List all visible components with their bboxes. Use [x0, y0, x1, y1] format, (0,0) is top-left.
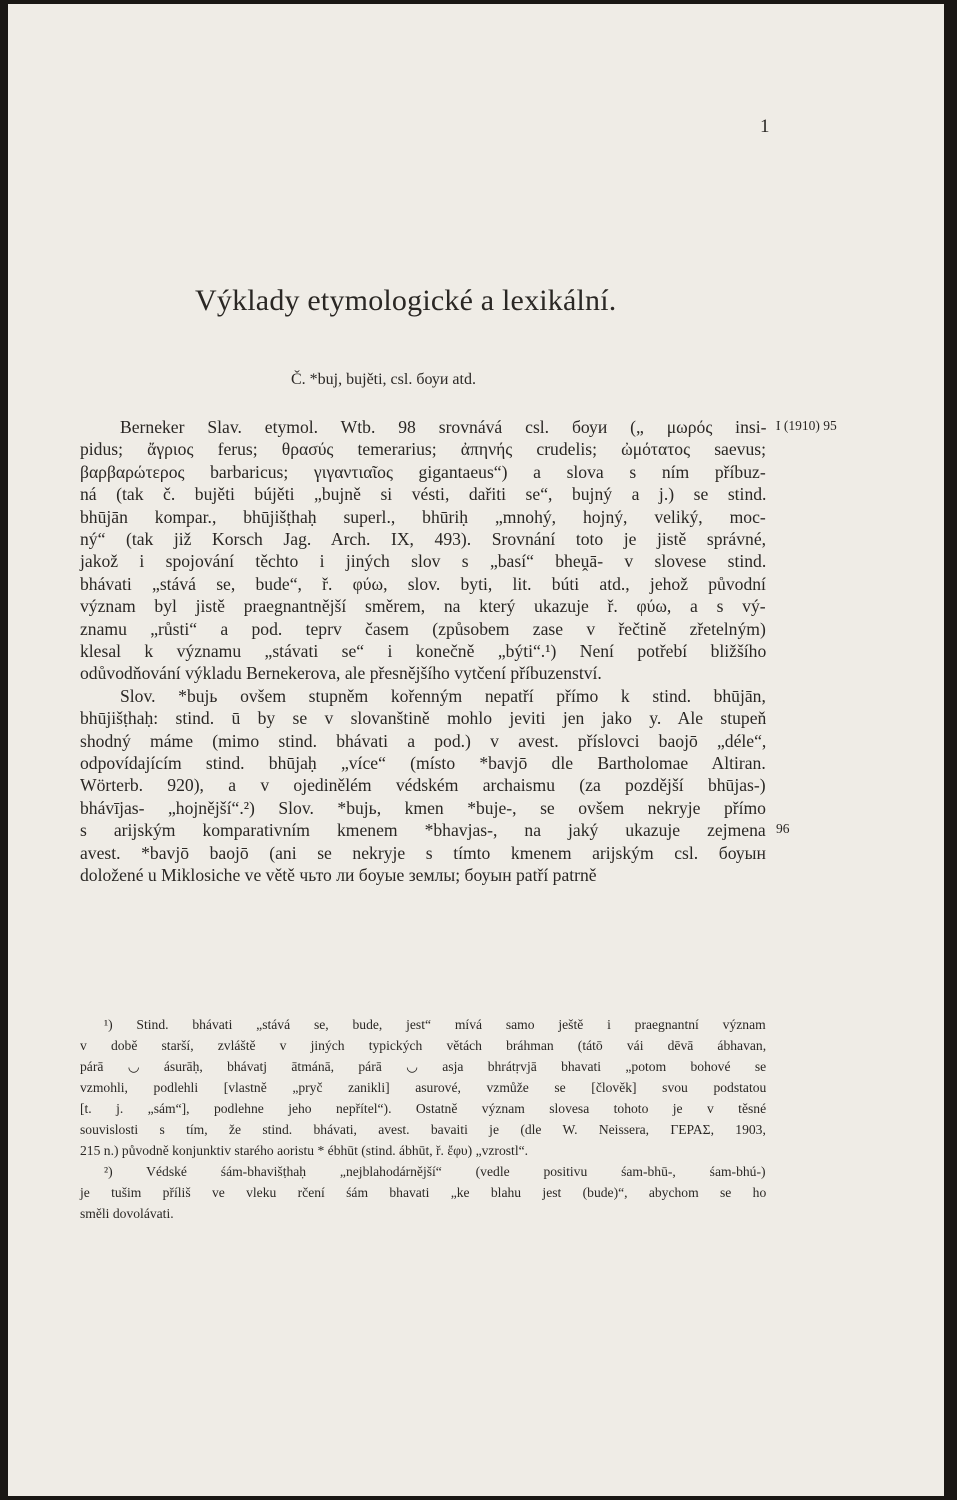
footnote-line: ¹) Stind. bhávati „stává se, bude, jest“ mívá samo ještě i praegnantní význam — [104, 1017, 766, 1032]
body-line: bhūjišṭhaḥ: stind. ū by se v slovanštině mohlo jeviti jen jako y. Ale stupeň — [80, 708, 767, 729]
body-line: Slov. *bujь ovšem stupněm kořenným nepatří přímo k stind. bhūjān, — [120, 685, 766, 706]
body-line: avest. *bavjō baojō (ani se nekryje s tímto kmenem arijským csl. боуын — [80, 842, 766, 863]
footnote-line: [t. j. „sám“], podlehne jeho nepřítel“). Ostatně význam slovesa tohoto je v těsné — [80, 1101, 767, 1116]
body-line: doložené u Miklosiche ve větě чьто ли боуые землы; боуын patří patrně — [80, 865, 597, 885]
body-line: klesal k významu „stávati se“ i konečně „býti“.¹) Není potřebí bližšího — [80, 641, 767, 661]
footnote-line: vzmohli, podlehli [vlastně „pryč zanikli] asurové, vzmůže se [člověk] svou podstatou — [80, 1080, 767, 1095]
footnote-line: v době starší, zvláště v jiných typických větách bráhman (tátō vái dēvā ábhavan, — [80, 1038, 767, 1053]
body-line: význam byl jistě praegnantnější směrem, na který ukazuje ř. φύω, a s vý- — [80, 596, 766, 617]
body-line: bhávījas- „hojnější“.²) Slov. *bujь, kmen *buje-, se ovšem nekryje přímo — [80, 797, 766, 818]
footnote-line: 215 n.) původně konjunktiv starého aoristu * ébhūt (stind. ábhūt, ř. ἔφυ) „vzrostl“. — [80, 1143, 529, 1158]
body-line: jakož i spojování těchto i jiných slov s „basí“ bheṷā- v slovese stind. — [80, 551, 767, 572]
body-line: βαρβαρώτερος barbaricus; γιγαντιαῖος gigantaeus“) a slova s ním příbuz- — [80, 461, 766, 482]
footnote-line: ²) Védské śám-bhavišṭhaḥ „nejblahodárnější“ (vedle positivu śam-bhū-, śam-bhú-) — [104, 1164, 766, 1179]
footnote-line: párā ◡ ásurāḥ, bhávatj ātmánā, párā ◡ asja bhrátṛvjā bhavati „potom bohové se — [80, 1059, 767, 1074]
body-line: ná (tak č. bujěti bújěti „bujně si vésti, dařiti se“, bujný a j.) se stind. — [80, 484, 767, 505]
section-subtitle: Č. *buj, bujěti, csl. боуи atd. — [291, 371, 476, 388]
body-line: s arijským komparativním kmenem *bhavjas-, na jaký ukazuje zejmena — [80, 820, 766, 841]
body-line: znamu „růsti“ a pod. teprv časem (způsobem zase v řečtině zřetelným) — [80, 618, 766, 639]
body-line: shodný máme (mimo stind. bhávati a pod.) v avest. příslovci baojō „déle“, — [80, 730, 767, 751]
article-title: Výklady etymologické a lexikální. — [195, 284, 617, 317]
body-line: bhávati „stává se, bude“, ř. φύω, slov. byti, lit. búti atd., jehož původní — [80, 573, 766, 594]
body-line: bhūjān kompar., bhūjišṭhaḥ superl., bhūriḥ „mnohý, hojný, veliký, moc- — [80, 506, 766, 527]
footnote-line: směli dovolávati. — [80, 1206, 174, 1221]
body-line: ný“ (tak již Korsch Jag. Arch. IX, 493). Srovnání toto je jistě správné, — [80, 529, 767, 549]
footnote-line: souvislosti s tím, že stind. bhávati, avest. bavaiti je (dle W. Neissera, ΓΕΡΑΣ, 1903, — [80, 1122, 766, 1137]
margin-reference: I (1910) 95 — [776, 418, 837, 433]
footnote-line: je tušim příliš ve vleku rčení śám bhavati „ke blahu jest (bude)“, abychom se ho — [80, 1185, 767, 1200]
body-line: pidus; ἄγριος ferus; θρασύς temerarius; ἀπηνής crudelis; ὠμότατος saevus; — [80, 439, 766, 460]
body-line: Wörterb. 920), a v ojedinělém védském archaismu (za pozdější bhūjas-) — [80, 775, 766, 796]
body-line: odůvodňování výkladu Bernekerova, ale přesnějšího vytčení příbuzenství. — [80, 663, 602, 684]
margin-reference: 96 — [776, 821, 790, 837]
body-line: Berneker Slav. etymol. Wtb. 98 srovnává csl. боуи („ μωρός insi- — [120, 417, 767, 437]
body-line: odpovídajícím stind. bhūjaḥ „více“ (místo *bavjō dle Bartholomae Altiran. — [80, 753, 766, 773]
page — [8, 4, 944, 1496]
page-number: 1 — [760, 116, 770, 137]
